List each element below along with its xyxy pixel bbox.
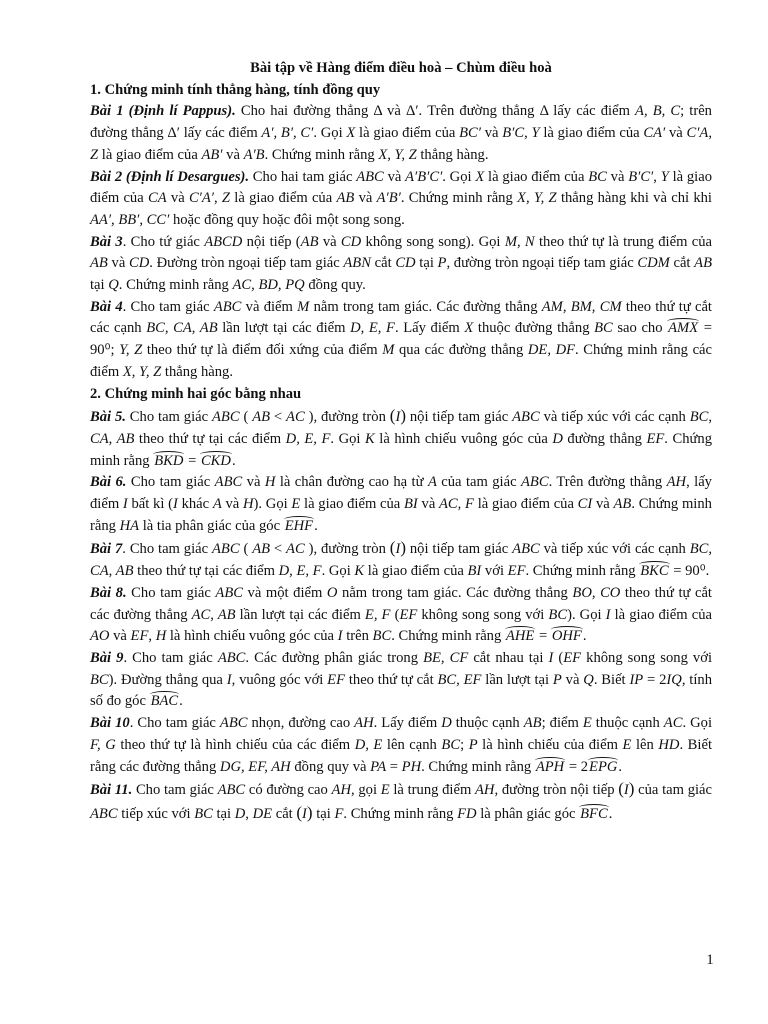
document-page [90, 58, 712, 826]
angle-notation: CKD [200, 452, 231, 469]
problem-text: . Cho tam giác ABC. Các đường phân giác trong BE, CF cắt nhau tại I (EF không song song với BC). Đường thẳng qua I, vuông góc với EF theo thứ tự cắt BC, EF lần lượt tại P và Q. Biết IP = 2IQ, tính số đo góc BAC. [90, 649, 713, 710]
problem [90, 101, 712, 166]
problem [90, 778, 712, 825]
problem [90, 167, 712, 232]
problem-label: Bài 1 (Định lí Pappus). [90, 103, 236, 120]
problem-text: Cho tam giác ABC ( AB < AC ), đường tròn (I) nội tiếp tam giác ABC và tiếp xúc với các cạnh BC, CA, AB theo thứ tự tại các điểm D, E, F. Gọi K là hình chiếu vuông góc của D đường thẳng EF. Chứng minh rằng BKD = CKD. [90, 406, 712, 469]
angle-notation: EHF [284, 517, 314, 534]
angle-notation: OHF [551, 628, 582, 645]
angle-notation: BFC [580, 805, 608, 822]
problem [90, 472, 712, 537]
problem [90, 297, 712, 384]
problem-text: . Cho tam giác ABC nhọn, đường cao AH. Lấy điểm D thuộc cạnh AB; điểm E thuộc cạnh AC. Gọi F, G theo thứ tự là hình chiếu của các điểm D, E lên cạnh BC; P là hình chiếu của điểm E lên HD. Biết rằng các đường thẳng DG, EF, AH đồng quy và PA = PH. Chứng minh rằng APH = 2EPG. [90, 715, 713, 775]
angle-notation: AMX [668, 320, 699, 337]
circle-notation: (I) [389, 538, 406, 558]
problem [90, 405, 712, 472]
angle-notation: BAC [150, 693, 179, 710]
circle-notation: (I) [618, 779, 635, 799]
angle-notation: EPG [589, 758, 618, 775]
problem-text: Cho tam giác ABC có đường cao AH, gọi E là trung điểm AH, đường tròn nội tiếp (I) của tam giác ABC tiếp xúc với BC tại D, DE cắt (I) tại F. Chứng minh rằng FD là phân giác góc BFC. [90, 779, 713, 822]
problem [90, 648, 712, 713]
problem [90, 537, 712, 582]
sections-container [90, 80, 712, 826]
page-title: Bài tập về Hàng điểm điều hoà – Chùm điều hoà [250, 60, 552, 76]
problem-text: Cho tam giác ABC và một điểm O nằm trong tam giác. Các đường thẳng BO, CO theo thứ tự cắt các đường thẳng AC, AB lần lượt tại các điểm E, F (EF không song song với BC). Gọi I là giao điểm của AO và EF, H là hình chiếu vuông góc của I trên BC. Chứng minh rằng AHE = OHF. [90, 584, 712, 645]
angle-notation: BKC [640, 563, 669, 580]
problem-label: Bài 2 (Định lí Desargues). [90, 168, 250, 185]
problem [90, 232, 712, 297]
problem-text: . Cho tam giác ABC ( AB < AC ), đường tròn (I) nội tiếp tam giác ABC và tiếp xúc với các cạnh BC, CA, AB theo thứ tự tại các điểm D, E, F. Gọi K là giao điểm của BI với EF. Chứng minh rằng BKC = 90⁰. [90, 538, 712, 580]
problem-label: Bài 6. [90, 474, 127, 491]
section-heading: 1. Chứng minh tính thẳng hàng, tính đồng quy [90, 81, 381, 98]
problem [90, 713, 712, 778]
circle-notation: (I) [296, 802, 313, 822]
circle-notation: (I) [389, 406, 406, 426]
problem-text: . Cho tứ giác ABCD nội tiếp (AB và CD không song song). Gọi M, N theo thứ tự là trung điểm của AB và CD. Đường tròn ngoại tiếp tam giác ABN cắt CD tại P, đường tròn ngoại tiếp tam giác CDM cắt AB tại Q. Chứng minh rằng AC, BD, PQ đồng quy. [90, 233, 713, 294]
problem-label: Bài 4 [90, 298, 123, 315]
problem-label: Bài 7 [90, 541, 123, 558]
problem-text: . Cho tam giác ABC và điểm M nằm trong tam giác. Các đường thẳng AM, BM, CM theo thứ tự cắt các cạnh BC, CA, AB lần lượt tại các điểm D, E, F. Lấy điểm X thuộc đường thẳng BC sao cho AMX = 90⁰; Y, Z theo thứ tự là điểm đối xứng của điểm M qua các đường thẳng DE, DF. Chứng minh rằng các điểm X, Y, Z thẳng hàng. [90, 298, 713, 380]
problem-label: Bài 8. [90, 584, 127, 601]
problem-text: Cho tam giác ABC và H là chân đường cao hạ từ A của tam giác ABC. Trên đường thằng AH, lấy điểm I bất kì (I khác A và H). Gọi E là giao điểm của BI và AC, F là giao điểm của CI và AB. Chứng minh rằng HA là tia phân giác của góc EHF. [90, 474, 712, 534]
problem-text: Cho hai đường thẳng Δ và Δ′. Trên đường thẳng Δ lấy các điểm A, B, C; trên đường thẳng Δ′ lấy các điểm A′, B′, C′. Gọi X là giao điểm của BC′ và B′C, Y là giao điểm của CA′ và C′A, Z là giao điểm của AB′ và A′B. Chứng minh rằng X, Y, Z thẳng hàng. [90, 103, 712, 163]
section-heading: 2. Chứng minh hai góc bằng nhau [90, 385, 302, 402]
problem-text: Cho hai tam giác ABC và A′B′C′. Gọi X là giao điểm của BC và B′C′, Y là giao điểm của CA và C′A′, Z là giao điểm của AB và A′B′. Chứng minh rằng X, Y, Z thẳng hàng khi và chỉ khi AA′, BB′, CC′ hoặc đồng quy hoặc đôi một song song. [90, 168, 713, 228]
problem-label: Bài 9 [90, 649, 124, 666]
problem-label: Bài 3 [90, 233, 123, 250]
angle-notation: APH [535, 758, 565, 775]
angle-notation: AHE [505, 628, 535, 645]
page-number: 1 [706, 952, 714, 968]
problem-label: Bài 11. [90, 782, 133, 799]
angle-notation: BKD [154, 452, 184, 469]
problem [90, 583, 712, 648]
problem-label: Bài 10 [90, 715, 130, 732]
problem-label: Bài 5. [90, 409, 126, 426]
